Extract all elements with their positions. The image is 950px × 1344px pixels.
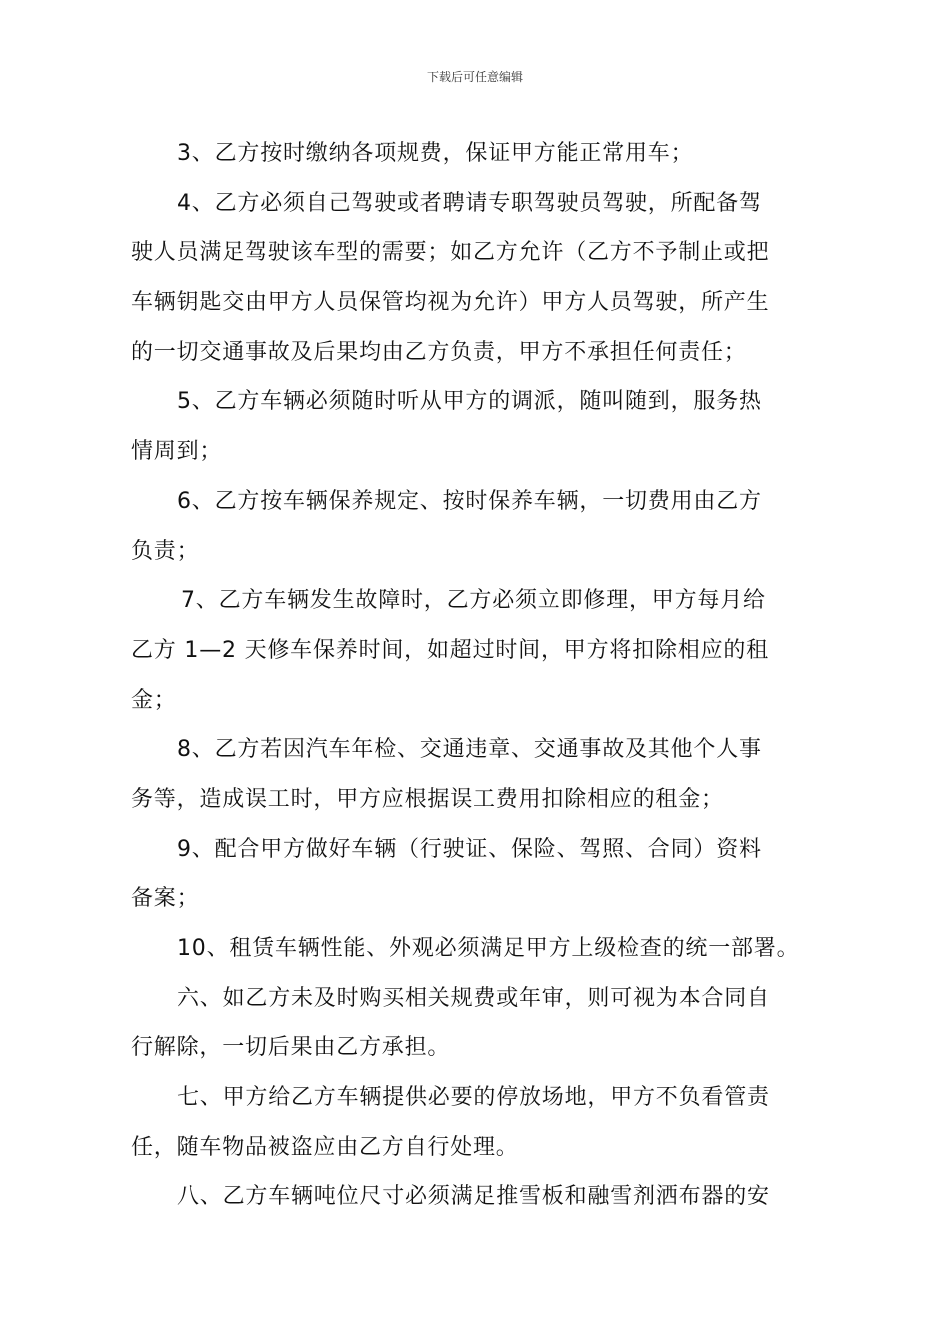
paragraph-line: 4、乙方必须自己驾驶或者聘请专职驾驶员驾驶，所配备驾 — [177, 190, 762, 216]
paragraph-line: 六、如乙方未及时购买相关规费或年审，则可视为本合同自 — [177, 985, 770, 1011]
paragraph-line: 10、租赁车辆性能、外观必须满足甲方上级检查的统一部署。 — [177, 936, 800, 961]
paragraph-line: 8、乙方若因汽车年检、交通违章、交通事故及其他个人事 — [177, 737, 762, 763]
document-body — [131, 129, 821, 1222]
paragraph-line: 七、甲方给乙方车辆提供必要的停放场地，甲方不负看管责 — [177, 1085, 770, 1111]
paragraph-line: 6、乙方按车辆保养规定、按时保养车辆，一切费用由乙方 — [177, 488, 762, 514]
paragraph-line: 5、乙方车辆必须随时听从甲方的调派，随叫随到，服务热 — [177, 389, 762, 415]
paragraph-line: 的一切交通事故及后果均由乙方负责，甲方不承担任何责任； — [131, 339, 747, 365]
paragraph-line: 驶人员满足驾驶该车型的需要；如乙方允许（乙方不予制止或把 — [131, 240, 770, 266]
paragraph-line: 行解除，一切后果由乙方承担。 — [131, 1035, 451, 1061]
paragraph-line: 负责； — [131, 538, 200, 564]
paragraph-line: 金； — [131, 687, 177, 713]
paragraph-line: 车辆钥匙交由甲方人员保管均视为允许）甲方人员驾驶，所产生 — [131, 290, 770, 316]
paragraph-line: 情周到； — [131, 439, 223, 465]
paragraph-line: 9、配合甲方做好车辆（行驶证、保险、驾照、合同）资料 — [177, 836, 762, 862]
paragraph-line: 务等，造成误工时，甲方应根据误工费用扣除相应的租金； — [131, 786, 724, 812]
paragraph-line: 八、乙方车辆吨位尺寸必须满足推雪板和融雪剂洒布器的安 — [177, 1184, 770, 1210]
page-header: 下载后可任意编辑 — [426, 70, 523, 84]
paragraph-line: 乙方 1—2 天修车保养时间，如超过时间，甲方将扣除相应的租 — [131, 637, 769, 663]
paragraph-line: 3、乙方按时缴纳各项规费，保证甲方能正常用车； — [177, 141, 694, 166]
paragraph-line: 任，随车物品被盗应由乙方自行处理。 — [131, 1134, 519, 1160]
paragraph-line: 备案； — [131, 886, 200, 912]
paragraph-line: 7、乙方车辆发生故障时，乙方必须立即修理，甲方每月给 — [181, 588, 766, 614]
